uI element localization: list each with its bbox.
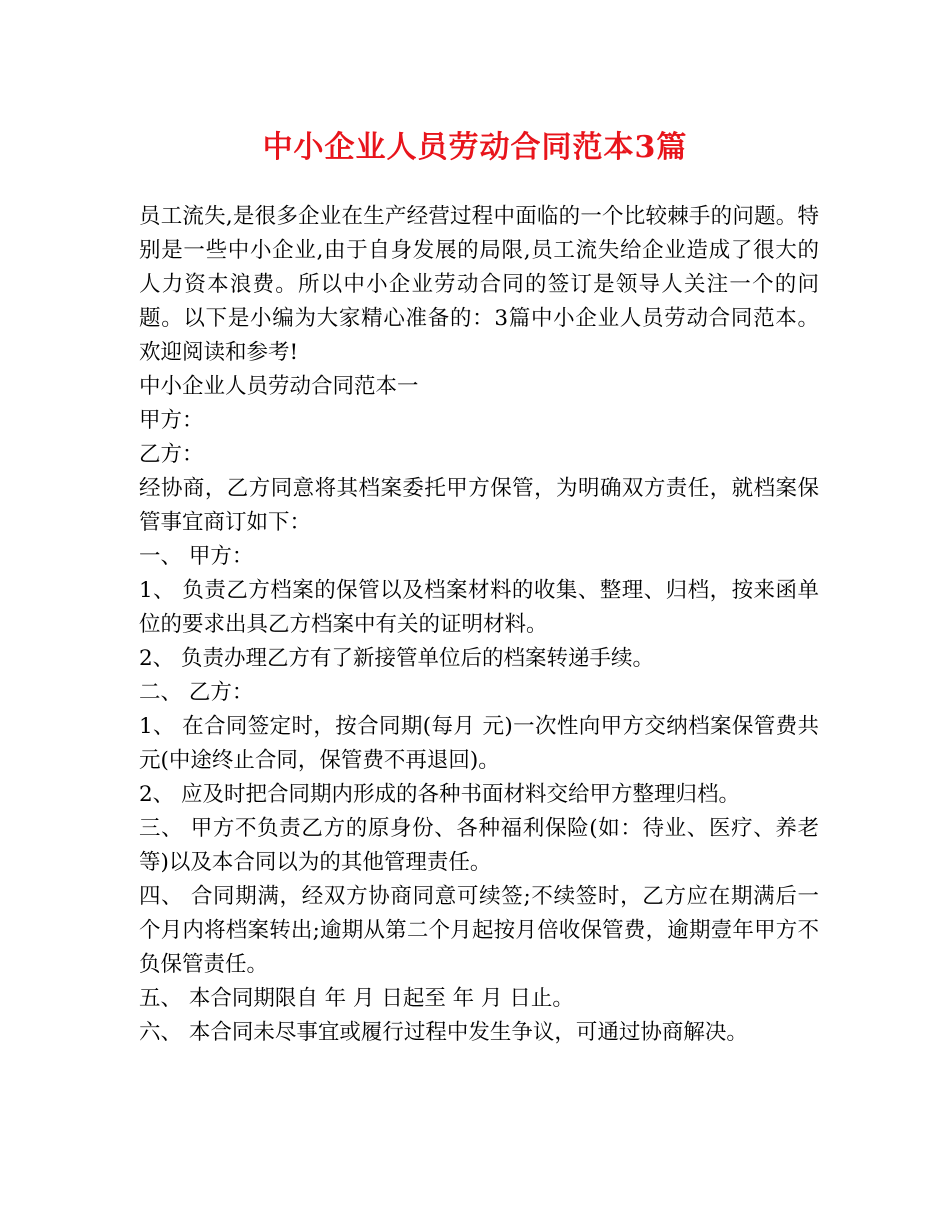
- clause-3: 三、 甲方不负责乙方的原身份、各种福利保险(如：待业、医疗、养老等)以及本合同以为的其他管理责任。: [139, 816, 819, 875]
- clause-5: 五、 本合同期限自 年 月 日起至 年 月 日止。: [139, 986, 574, 1011]
- clause-2-heading: 二、 乙方：: [139, 680, 254, 705]
- party-b-line: 乙方：: [139, 442, 204, 467]
- document-body: [139, 200, 819, 1050]
- document-title: 中小企业人员劳动合同范本3篇: [262, 130, 688, 165]
- party-a-line: 甲方：: [139, 408, 204, 433]
- clause-4: 四、 合同期满，经双方协商同意可续签;不续签时，乙方应在期满后一个月内将档案转出;逾期从第二个月起按月倍收保管费，逾期壹年甲方不负保管责任。: [139, 884, 819, 977]
- clause-1-item-2: 2、 负责办理乙方有了新接管单位后的档案转递手续。: [139, 646, 655, 671]
- clause-1-item-1: 1、 负责乙方档案的保管以及档案材料的收集、整理、归档，按来函单位的要求出具乙方档案中有关的证明材料。: [139, 578, 819, 637]
- clause-2-item-1: 1、 在合同签定时，按合同期(每月 元)一次性向甲方交纳档案保管费共 元(中途终止合同，保管费不再退回)。: [139, 714, 819, 773]
- clause-1-heading: 一、 甲方：: [139, 544, 254, 569]
- clause-2-item-2: 2、 应及时把合同期内形成的各种书面材料交给甲方整理归档。: [139, 782, 741, 807]
- clause-6: 六、 本合同未尽事宜或履行过程中发生争议，可通过协商解决。: [139, 1020, 748, 1045]
- agreement-preamble: 经协商，乙方同意将其档案委托甲方保管，为明确双方责任，就档案保管事宜商订如下：: [139, 476, 819, 535]
- intro-paragraph: 员工流失,是很多企业在生产经营过程中面临的一个比较棘手的问题。特别是一些中小企业,由于自身发展的局限,员工流失给企业造成了很大的人力资本浪费。所以中小企业劳动合同的签订是领导人关注一个的问题。以下是小编为大家精心准备的：3篇中小企业人员劳动合同范本。欢迎阅读和参考!: [139, 204, 819, 365]
- section-heading: 中小企业人员劳动合同范本一: [139, 374, 419, 399]
